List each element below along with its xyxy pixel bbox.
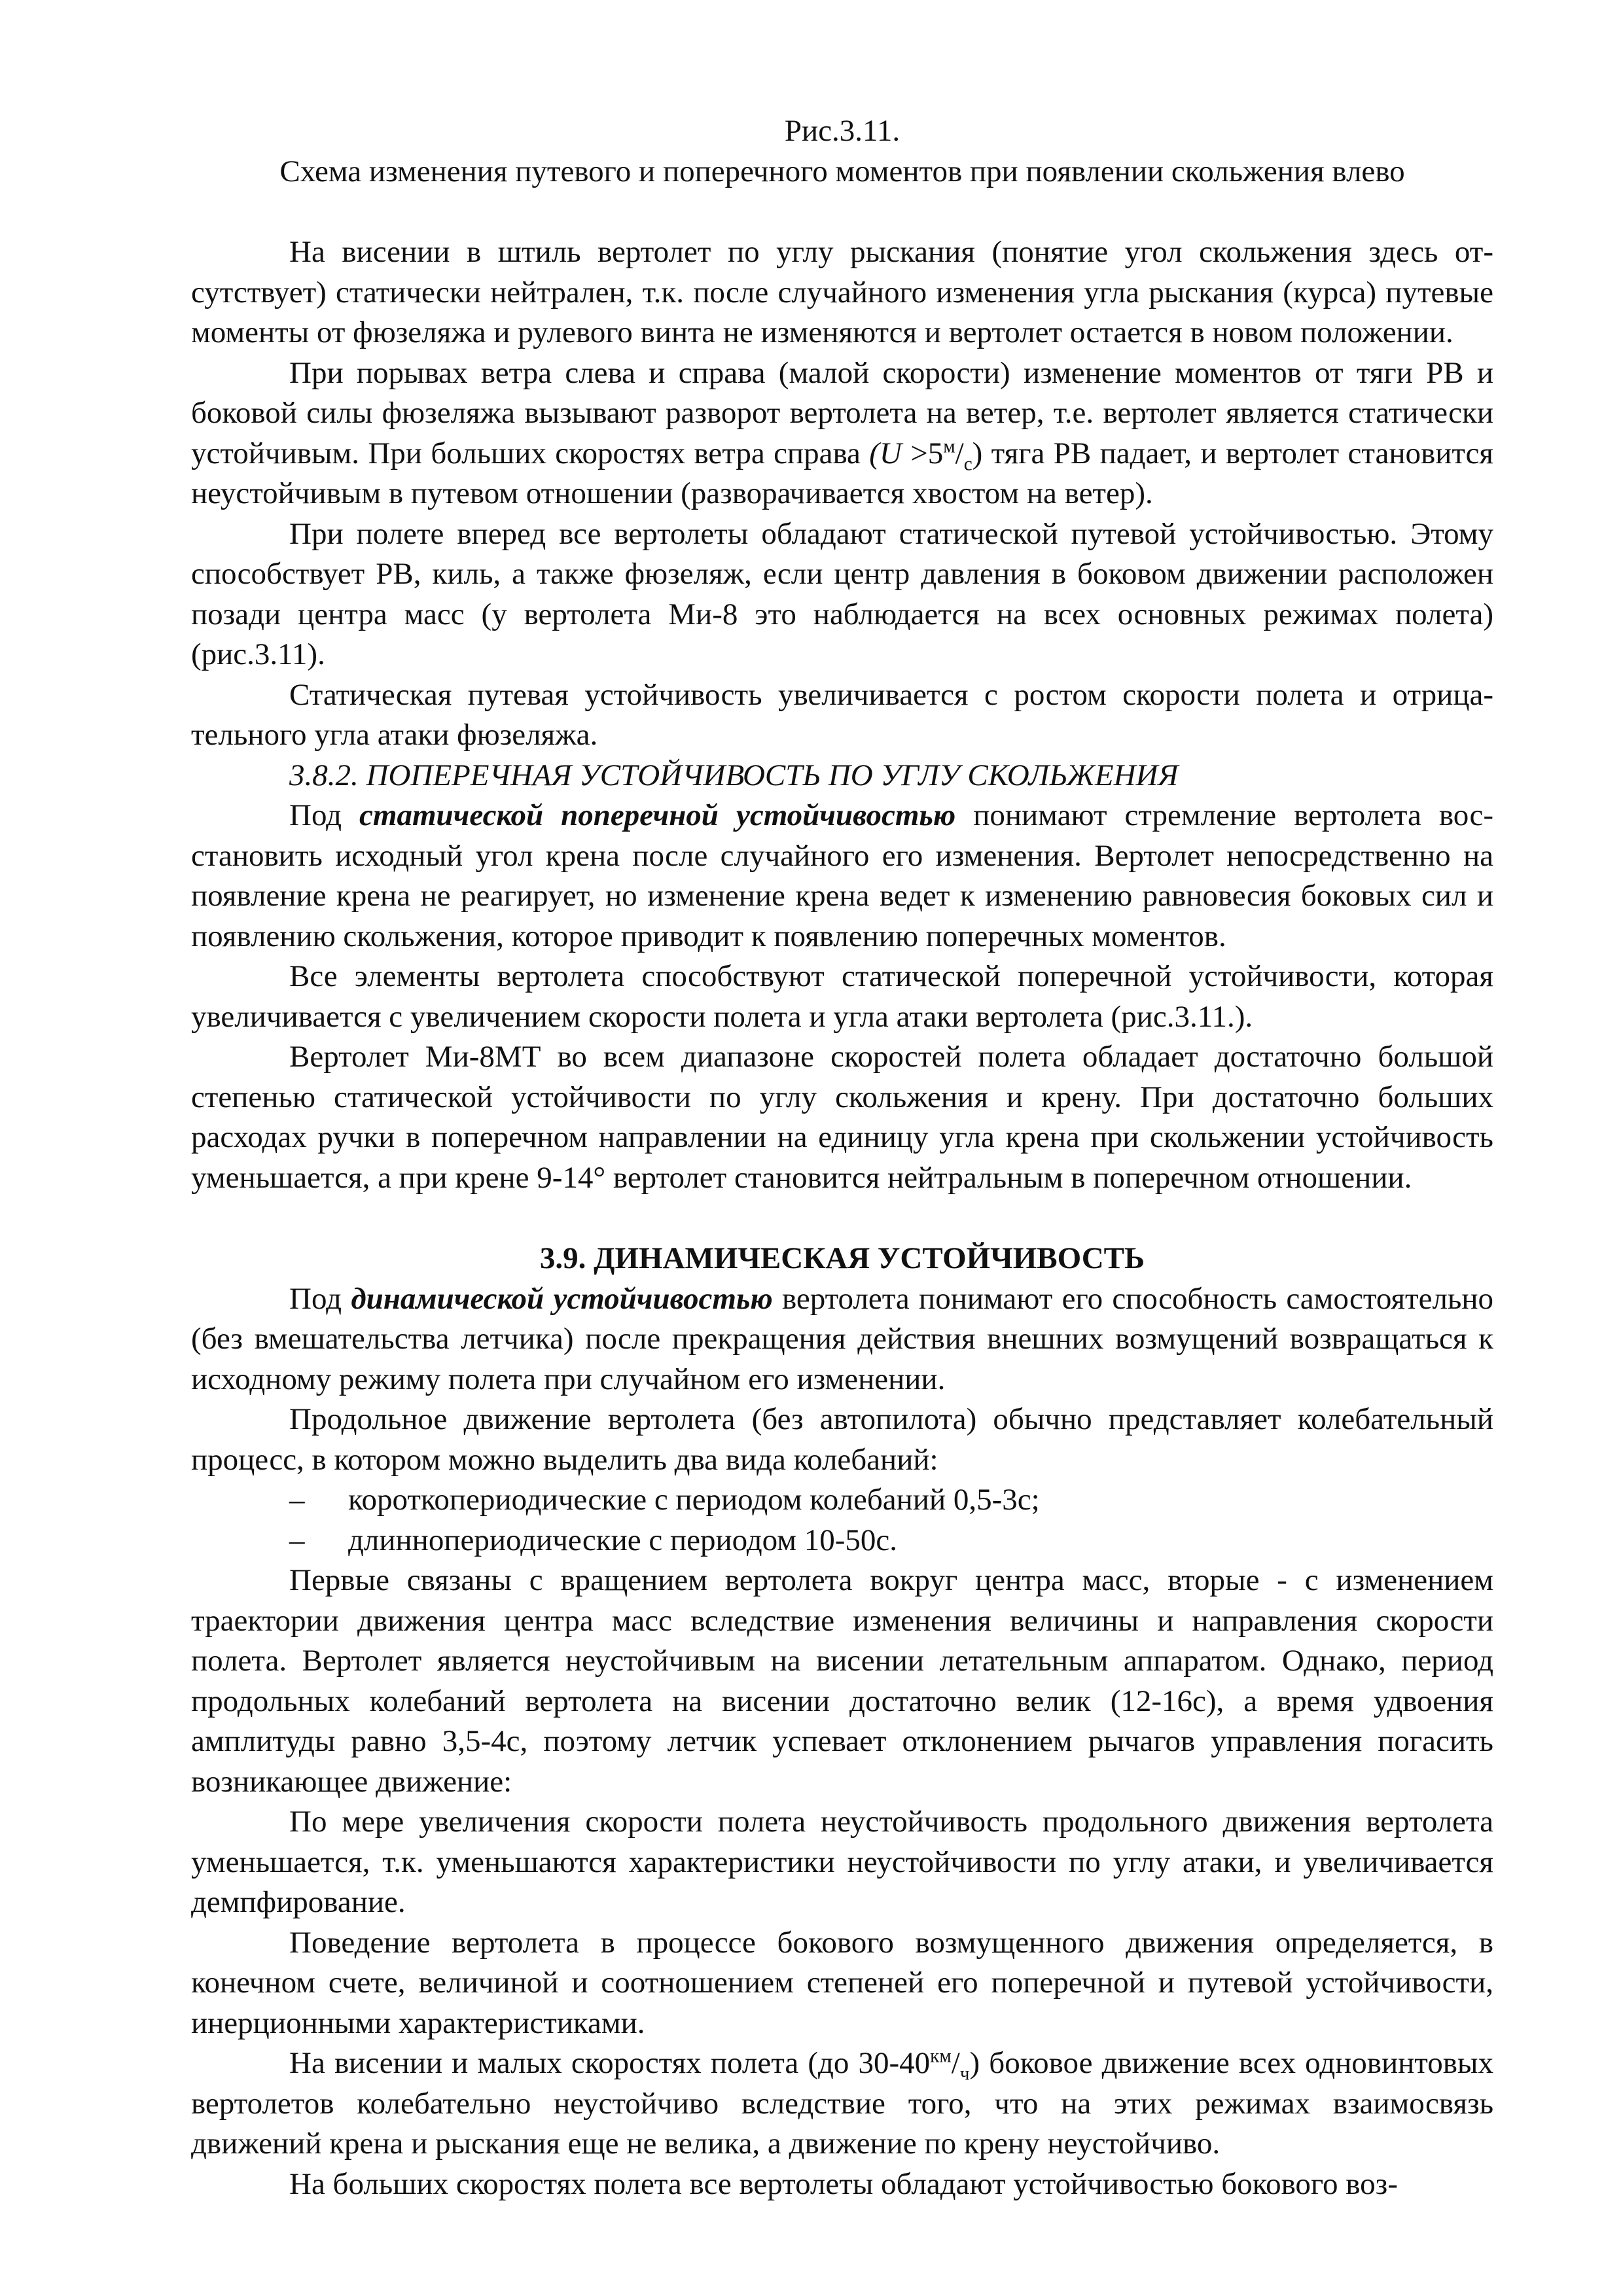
- unit-slash: /: [951, 2046, 960, 2080]
- paragraph-dynamic-definition: [191, 1279, 1493, 1400]
- paragraph-longitudinal-motion: Продольное движение вертолета (без автопилота) обычно представляет колебательный процесс, в котором можно выделить два вида колебаний:: [191, 1402, 1493, 1477]
- figure-caption: Схема изменения путевого и поперечного моментов при появлении скольжения влево: [279, 154, 1405, 188]
- paragraph-lateral-definition: [191, 796, 1493, 957]
- text-run: понимают стремление вертолета восстановить исходный угол крена после случайного его изменения. Вертолет непосредственно на появление крена не реагирует, но изменение крена ведет к изменению равновесия боковых сил и появлению скольжения, которое приводит к появлению поперечных моментов.: [191, 798, 1493, 953]
- formula-part: (U: [869, 436, 902, 470]
- list-item-text: длиннопериодические с периодом 10-50с.: [348, 1523, 898, 1557]
- unit-superscript: км: [930, 2045, 952, 2067]
- paragraph-high-speed: На больших скоростях полета все вертолеты обладают устойчивостью бокового воз-: [289, 2166, 1398, 2201]
- paragraph-forward-flight: При полете вперед все вертолеты обладают статической путевой устойчивостью. Этому способствует РВ, киль, а также фюзеляж, если центр давления в боковом движении расположен позади центра масс (у вертолета Ми-8 это наблюдается на всех основных режимах полета) (рис.3.11).: [191, 516, 1493, 671]
- subsection-heading: 3.8.2. ПОПЕРЕЧНАЯ УСТОЙЧИВОСТЬ ПО УГЛУ СКОЛЬЖЕНИЯ: [289, 758, 1179, 792]
- unit-subscript: с: [963, 453, 972, 474]
- dash-bullet: –: [289, 1483, 305, 1517]
- unit-superscript: м: [943, 435, 955, 457]
- unit-slash: /: [955, 436, 964, 470]
- section-title: 3.9. ДИНАМИЧЕСКАЯ УСТОЙЧИВОСТЬ: [539, 1241, 1145, 1275]
- list-item: [191, 1480, 1493, 1521]
- document-page: [191, 111, 1493, 2204]
- dash-bullet: –: [289, 1523, 305, 1557]
- text-run: тяга РВ падает, и вертолет становится неустойчивым в путевом отношении (разворачивается хвостом на ветер).: [191, 436, 1493, 510]
- formula-part: ): [972, 436, 983, 470]
- paragraph-oscillation-types: Первые связаны с вращением вертолета вокруг центра масс, вторые - с изменением траектории движения центра масс вследствие изменения величины и направления скорости полета. Вертолет является неустойчивым на висении летательным аппаратом. Однако, период продольных колебаний вертолета на висении достаточно велик (12-16с), а время удвоения амплитуды равно 3,5-4с, поэтому летчик успевает отклонением рычагов управления погасить возникающее движение:: [191, 1563, 1493, 1799]
- paragraph-static-stability: Статическая путевая устойчивость увеличивается с ростом скорости полета и отрицательного угла атаки фюзеляжа.: [191, 677, 1493, 752]
- term-emphasis: динамической устойчивостью: [351, 1281, 773, 1316]
- paragraph-lateral-behavior: Поведение вертолета в процессе бокового возмущенного движения определяется, в конечном счете, величиной и соотношением степеней его поперечной и путевой устойчивости, инерционными характеристиками.: [191, 1925, 1493, 2040]
- unit-subscript: ч: [959, 2063, 970, 2085]
- text-run: Под: [289, 1281, 351, 1316]
- paragraph-hovering-yaw: На висении в штиль вертолет по углу рыскания (понятие угол скольжения здесь отсутствует) статически нейтрален, т.к. после случайного изменения угла рыскания (курса) путевые моменты от фюзеляжа и рулевого винта не изменяются и вертолет остается в новом положении.: [191, 235, 1493, 349]
- paragraph-speed-increase: По мере увеличения скорости полета неустойчивость продольного движения вертолета уменьшается, т.к. уменьшаются характеристики неустойчивости по углу атаки, и увеличивается демпфирование.: [191, 1805, 1493, 1919]
- formula-wind-speed: [869, 436, 902, 470]
- oscillation-list: [191, 1480, 1493, 1561]
- paragraph-low-speed: [191, 2043, 1493, 2164]
- list-item: [191, 1521, 1493, 1561]
- paragraph-elements-contribute: Все элементы вертолета способствуют статической поперечной устойчивости, которая увеличивается с увеличением скорости полета и угла атаки вертолета (рис.3.11.).: [191, 959, 1493, 1034]
- formula-part: >5: [901, 436, 944, 470]
- paragraph-wind-gusts: [191, 353, 1493, 514]
- paragraph-mi8mt: Вертолет Ми-8МТ во всем диапазоне скоростей полета обладает достаточно большой степенью статической устойчивости по углу скольжения и крену. При достаточно больших расходах ручки в поперечном направлении на единицу угла крена при скольжении устойчивость уменьшается, а при крене 9-14° вертолет становится нейтральным в поперечном отношении.: [191, 1040, 1493, 1195]
- text-run: ) боковое движение всех одновинтовых вертолетов колебательно неустойчиво вследствие того, что на этих режимах взаимосвязь движений крена и рыскания еще не велика, а движение по крену неустойчиво.: [191, 2046, 1493, 2161]
- text-run: При порывах ветра слева и справа (малой скорости) изменение моментов от тяги РВ и боковой силы фюзеляжа вызывают разворот вертолета на ветер, т.е. вертолет является статически устойчивым. При больших скоростях ветра справа: [191, 355, 1493, 470]
- text-run: Под: [289, 798, 360, 832]
- text-run: На висении и малых скоростях полета (до 30-40: [289, 2046, 931, 2080]
- list-item-text: короткопериодические с периодом колебаний 0,5-3с;: [348, 1483, 1040, 1517]
- term-emphasis: статической поперечной устойчивостью: [359, 798, 956, 832]
- text-run: вертолета понимают его способность самостоятельно (без вмешательства летчика) после прекращения действия внешних возмущений возвращаться к исходному режиму полета при случайном его изменении.: [191, 1281, 1493, 1396]
- figure-label: Рис.3.11.: [784, 114, 901, 148]
